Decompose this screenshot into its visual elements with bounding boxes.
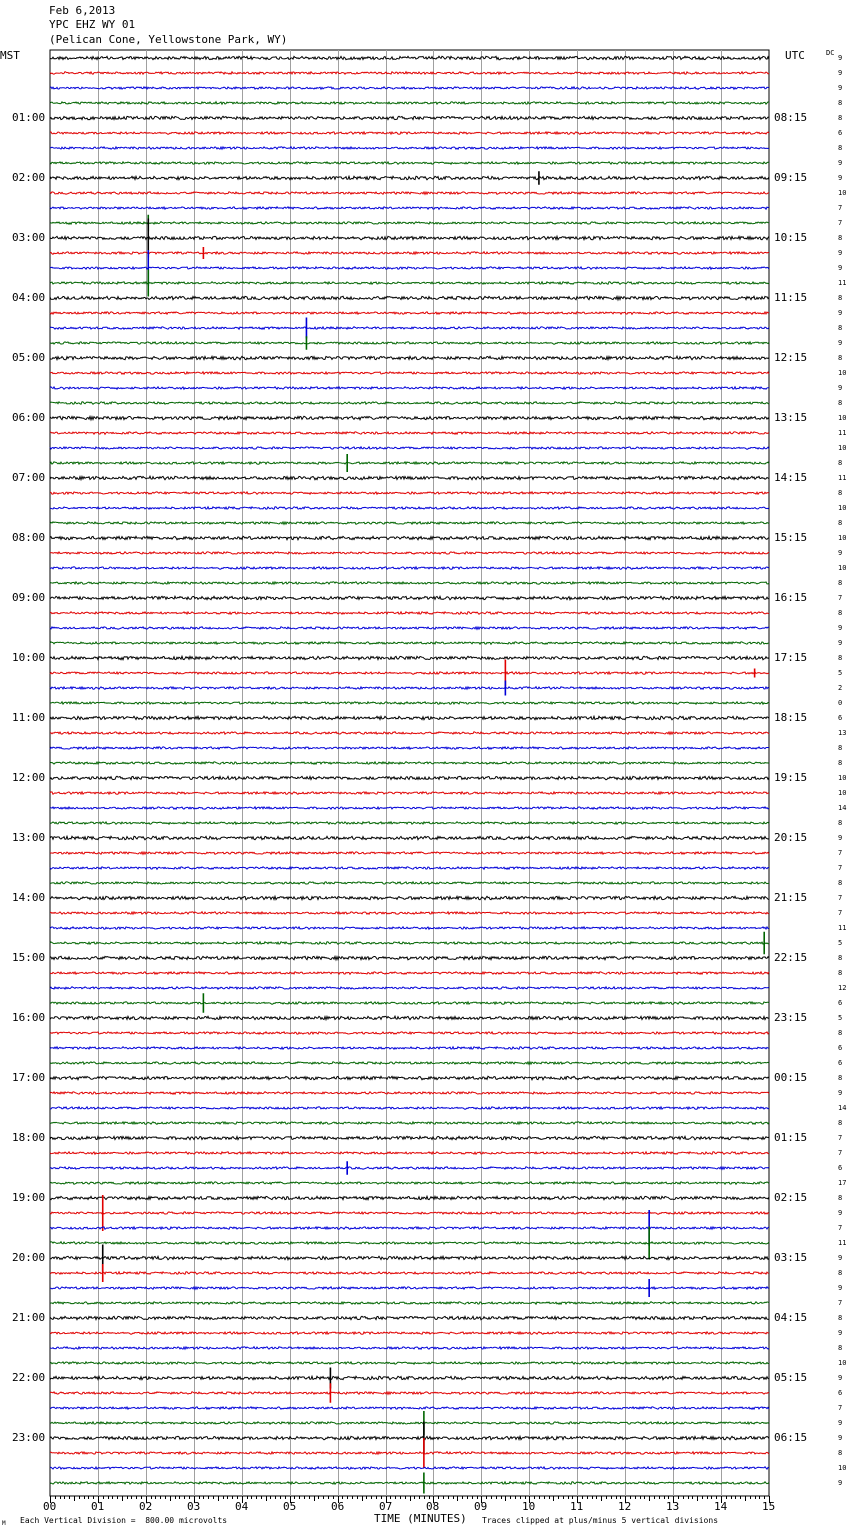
dc-offset-value: 8	[838, 579, 843, 587]
seismic-trace	[50, 356, 769, 360]
seismic-traces	[50, 56, 769, 1493]
dc-offset-value: 9	[838, 1434, 843, 1442]
x-tick-label: 10	[522, 1500, 536, 1513]
seismic-trace	[50, 956, 769, 960]
seismic-trace	[50, 147, 769, 150]
dc-offset-value: 7	[838, 204, 843, 212]
seismic-trace	[50, 642, 769, 645]
dc-offset-value: 6	[838, 1059, 843, 1067]
x-axis-title: TIME (MINUTES)	[374, 1512, 467, 1525]
seismic-trace	[50, 1076, 769, 1080]
dc-offset-value: 8	[838, 954, 843, 962]
dc-offset-value: 8	[838, 819, 843, 827]
right-hour-label: 01:15	[774, 1131, 808, 1144]
seismic-trace	[50, 1347, 769, 1350]
seismic-trace	[50, 567, 769, 570]
seismic-trace	[50, 1436, 769, 1440]
dc-offset-value: 10	[838, 534, 847, 542]
dc-offset-value: 5	[838, 939, 843, 947]
x-tick-label: 06	[331, 1500, 345, 1513]
right-hour-label: 05:15	[774, 1371, 808, 1384]
seismic-trace	[50, 627, 769, 630]
seismic-trace	[50, 1376, 769, 1380]
seismic-trace	[50, 596, 769, 600]
x-tick-label: 14	[714, 1500, 728, 1513]
dc-offset-value: 9	[838, 1089, 843, 1097]
dc-offset-value: 10	[838, 444, 847, 452]
seismic-trace	[50, 267, 769, 270]
dc-offset-value: 9	[838, 54, 843, 62]
left-timezone-label: MST	[0, 49, 20, 62]
seismic-trace	[50, 162, 769, 165]
left-hour-label: 03:00	[12, 231, 46, 244]
seismic-trace	[50, 972, 769, 975]
seismic-trace	[50, 1242, 769, 1245]
dc-offset-value: 8	[838, 1194, 843, 1202]
seismic-trace	[50, 702, 769, 705]
corner-mark: M	[2, 1520, 6, 1527]
dc-offset-value: 7	[838, 594, 843, 602]
seismic-trace	[50, 822, 769, 825]
left-hour-label: 10:00	[12, 651, 46, 664]
seismic-trace	[50, 1287, 769, 1290]
scale-note: Each Vertical Division = 800.00 microvolts	[20, 1516, 228, 1525]
seismic-trace	[50, 492, 769, 495]
left-hour-label: 19:00	[12, 1191, 46, 1204]
right-hour-label: 18:15	[774, 711, 808, 724]
right-hour-label: 06:15	[774, 1431, 808, 1444]
seismic-trace	[50, 716, 769, 720]
x-tick-label: 12	[618, 1500, 632, 1513]
dc-offset-value: 8	[838, 1119, 843, 1127]
seismic-trace	[50, 1407, 769, 1410]
seismic-trace	[50, 342, 769, 345]
dc-offset-value: 14	[838, 1104, 847, 1112]
seismic-trace	[50, 1002, 769, 1005]
seismic-trace	[50, 1422, 769, 1425]
left-hour-label: 04:00	[12, 291, 46, 304]
dc-offset-value: 10	[838, 504, 847, 512]
dc-offset-value: 8	[838, 324, 843, 332]
station-code: YPC EHZ WY 01	[49, 18, 136, 31]
seismic-trace	[50, 836, 769, 840]
seismic-trace	[50, 72, 769, 75]
seismic-trace	[50, 56, 769, 59]
seismic-trace	[50, 1196, 769, 1200]
seismic-trace	[50, 132, 769, 135]
seismic-trace	[50, 882, 769, 885]
dc-offset-value: 8	[838, 744, 843, 752]
dc-offset-value: 7	[838, 864, 843, 872]
dc-offset-value: 6	[838, 1164, 843, 1172]
dc-offset-value: 9	[838, 1209, 843, 1217]
dc-offset-value: 10	[838, 564, 847, 572]
left-hour-label: 22:00	[12, 1371, 46, 1384]
seismic-trace	[50, 1016, 769, 1020]
dc-offset-value: 8	[838, 879, 843, 887]
dc-offset-value: 17	[838, 1179, 847, 1187]
x-tick-label: 11	[570, 1500, 584, 1513]
seismic-trace	[50, 387, 769, 390]
seismic-trace	[50, 402, 769, 405]
seismic-trace	[50, 236, 769, 240]
x-tick-label: 15	[762, 1500, 776, 1513]
seismic-trace	[50, 1182, 769, 1185]
seismic-trace	[50, 762, 769, 765]
dc-offset-value: 11	[838, 474, 847, 482]
left-hour-label: 21:00	[12, 1311, 46, 1324]
left-hour-label: 15:00	[12, 951, 46, 964]
dc-offset-value: 8	[838, 1074, 843, 1082]
x-tick-label: 05	[283, 1500, 297, 1513]
seismic-trace	[50, 372, 769, 374]
seismic-trace	[50, 252, 769, 255]
dc-offset-value: 7	[838, 849, 843, 857]
dc-offset-value: 9	[838, 384, 843, 392]
right-hour-label: 17:15	[774, 651, 808, 664]
seismic-trace	[50, 1482, 769, 1485]
right-hour-label: 21:15	[774, 891, 808, 904]
right-hour-label: 15:15	[774, 531, 808, 544]
dc-offset-value: 7	[838, 219, 843, 227]
seismic-trace	[50, 987, 769, 990]
right-hour-label: 03:15	[774, 1251, 808, 1264]
seismic-trace	[50, 312, 769, 315]
dc-offset-value: 8	[838, 144, 843, 152]
dc-offset-value: 9	[838, 69, 843, 77]
left-hour-label: 23:00	[12, 1431, 46, 1444]
left-hour-label: 12:00	[12, 771, 46, 784]
dc-offset-value: 10	[838, 1464, 847, 1472]
seismic-trace	[50, 582, 769, 585]
dc-offset-value: 11	[838, 1239, 847, 1247]
left-hour-label: 02:00	[12, 171, 46, 184]
dc-offset-value: 6	[838, 1389, 843, 1397]
dc-offset-value: 2	[838, 684, 843, 692]
seismic-trace	[50, 432, 769, 435]
seismic-trace	[50, 867, 769, 870]
seismic-trace	[50, 1467, 769, 1470]
dc-offset-value: 9	[838, 309, 843, 317]
dc-offset-value: 8	[838, 99, 843, 107]
seismic-trace	[50, 1136, 769, 1140]
dc-offset-value: 9	[838, 264, 843, 272]
seismic-trace	[50, 927, 769, 930]
seismic-trace	[50, 672, 769, 675]
x-tick-label: 01	[91, 1500, 105, 1513]
seismic-trace	[50, 912, 769, 915]
seismic-trace	[50, 507, 769, 510]
dc-offset-value: 10	[838, 789, 847, 797]
seismic-trace	[50, 1212, 769, 1215]
dc-offset-value: 12	[838, 984, 847, 992]
seismic-trace	[50, 792, 769, 795]
dc-offset-value: 11	[838, 924, 847, 932]
seismic-trace	[50, 1047, 769, 1050]
left-hour-label: 20:00	[12, 1251, 46, 1264]
dc-offset-value: 7	[838, 894, 843, 902]
dc-offset-header: DC	[826, 49, 835, 57]
dc-offset-value: 10	[838, 1359, 847, 1367]
seismic-trace	[50, 1032, 769, 1035]
dc-offset-value: 9	[838, 1329, 843, 1337]
right-hour-label: 20:15	[774, 831, 808, 844]
dc-offset-value: 7	[838, 909, 843, 917]
seismic-trace	[50, 1122, 769, 1125]
seismic-trace	[50, 1092, 769, 1095]
x-tick-label: 08	[426, 1500, 440, 1513]
seismic-trace	[50, 1316, 769, 1319]
seismic-trace	[50, 1062, 769, 1065]
dc-offset-value: 8	[838, 489, 843, 497]
left-hour-label: 06:00	[12, 411, 46, 424]
dc-offset-value: 8	[838, 1344, 843, 1352]
right-hour-label: 14:15	[774, 471, 808, 484]
plot-date: Feb 6,2013	[49, 4, 116, 17]
left-hour-label: 07:00	[12, 471, 46, 484]
dc-offset-value: 9	[838, 549, 843, 557]
seismic-trace	[50, 1167, 769, 1170]
right-hour-label: 00:15	[774, 1071, 808, 1084]
dc-offset-value: 9	[838, 174, 843, 182]
right-hour-label: 12:15	[774, 351, 808, 364]
left-hour-label: 01:00	[12, 111, 46, 124]
right-hour-label: 04:15	[774, 1311, 808, 1324]
dc-offset-value: 9	[838, 1479, 843, 1487]
dc-offset-value: 6	[838, 1044, 843, 1052]
dc-offset-value: 9	[838, 624, 843, 632]
seismic-trace	[50, 747, 769, 750]
station-name: (Pelican Cone, Yellowstone Park, WY)	[49, 33, 288, 46]
seismic-trace	[50, 1452, 769, 1455]
right-hour-label: 19:15	[774, 771, 808, 784]
x-tick-label: 02	[139, 1500, 153, 1513]
dc-offset-value: 5	[838, 1014, 843, 1022]
seismic-trace	[50, 102, 769, 105]
seismic-trace	[50, 1362, 769, 1365]
dc-offset-value: 8	[838, 234, 843, 242]
dc-offset-value: 10	[838, 369, 847, 377]
dc-offset-value: 8	[838, 294, 843, 302]
seismic-trace	[50, 732, 769, 735]
right-timezone-label: UTC	[785, 49, 805, 62]
seismic-trace	[50, 416, 769, 420]
right-hour-label: 16:15	[774, 591, 808, 604]
dc-offset-value: 8	[838, 1449, 843, 1457]
seismic-trace	[50, 192, 769, 195]
seismic-trace	[50, 536, 769, 540]
right-hour-label: 11:15	[774, 291, 808, 304]
seismic-trace	[50, 327, 769, 330]
seismic-trace	[50, 462, 769, 465]
seismic-trace	[50, 296, 769, 300]
dc-offset-value: 8	[838, 1029, 843, 1037]
seismic-trace	[50, 852, 769, 855]
seismic-trace	[50, 776, 769, 780]
x-tick-label: 13	[666, 1500, 680, 1513]
dc-offset-value: 6	[838, 999, 843, 1007]
dc-offset-value: 9	[838, 639, 843, 647]
seismic-trace	[50, 222, 769, 225]
seismic-trace	[50, 1227, 769, 1230]
dc-offset-value: 7	[838, 1149, 843, 1157]
dc-offset-value: 11	[838, 279, 847, 287]
seismic-trace	[50, 807, 769, 809]
left-hour-label: 16:00	[12, 1011, 46, 1024]
x-tick-label: 07	[379, 1500, 393, 1513]
left-hour-label: 13:00	[12, 831, 46, 844]
dc-offset-value: 0	[838, 699, 843, 707]
x-tick-label: 09	[474, 1500, 488, 1513]
dc-offset-value: 8	[838, 1314, 843, 1322]
dc-offset-value: 9	[838, 1374, 843, 1382]
dc-offset-value: 7	[838, 1299, 843, 1307]
dc-offset-value: 6	[838, 129, 843, 137]
seismic-trace	[50, 687, 769, 690]
x-tick-label: 03	[187, 1500, 201, 1513]
left-hour-label: 18:00	[12, 1131, 46, 1144]
dc-offset-value: 7	[838, 1134, 843, 1142]
right-hour-label: 02:15	[774, 1191, 808, 1204]
x-axis	[51, 1496, 770, 1503]
dc-offset-value: 9	[838, 84, 843, 92]
clip-note: Traces clipped at plus/minus 5 vertical divisions	[482, 1516, 719, 1525]
dc-offset-value: 9	[838, 834, 843, 842]
left-hour-label: 08:00	[12, 531, 46, 544]
dc-offset-value: 8	[838, 399, 843, 407]
seismic-trace	[50, 1392, 769, 1395]
right-hour-label: 13:15	[774, 411, 808, 424]
seismic-trace	[50, 656, 769, 660]
dc-offset-value: 9	[838, 249, 843, 257]
left-hour-label: 05:00	[12, 351, 46, 364]
dc-offset-value: 8	[838, 654, 843, 662]
dc-offset-value: 8	[838, 459, 843, 467]
dc-offset-value: 8	[838, 969, 843, 977]
dc-offset-value: 8	[838, 759, 843, 767]
seismic-trace	[50, 1107, 769, 1110]
x-tick-label: 04	[235, 1500, 249, 1513]
seismic-trace	[50, 1272, 769, 1275]
seismic-trace	[50, 282, 769, 285]
dc-offset-value: 9	[838, 1254, 843, 1262]
left-hour-label: 14:00	[12, 891, 46, 904]
dc-offset-value: 10	[838, 189, 847, 197]
seismic-trace	[50, 1152, 769, 1155]
left-hour-label: 09:00	[12, 591, 46, 604]
seismic-trace	[50, 1332, 769, 1335]
dc-offset-value: 5	[838, 669, 843, 677]
dc-offset-value: 8	[838, 1269, 843, 1277]
dc-offset-value: 9	[838, 339, 843, 347]
left-hour-label: 17:00	[12, 1071, 46, 1084]
dc-offset-value: 9	[838, 1419, 843, 1427]
dc-offset-value: 9	[838, 159, 843, 167]
dc-offset-value: 13	[838, 729, 847, 737]
dc-offset-value: 8	[838, 519, 843, 527]
left-hour-label: 11:00	[12, 711, 46, 724]
seismic-trace	[50, 522, 769, 525]
seismic-trace	[50, 116, 769, 119]
seismic-trace	[50, 942, 769, 945]
dc-offset-value: 8	[838, 609, 843, 617]
dc-offset-value: 6	[838, 714, 843, 722]
dc-offset-value: 7	[838, 1224, 843, 1232]
seismic-trace	[50, 176, 769, 180]
dc-offset-value: 14	[838, 804, 847, 812]
seismic-trace	[50, 612, 769, 615]
seismic-trace	[50, 552, 769, 554]
seismic-trace	[50, 896, 769, 900]
seismic-trace	[50, 207, 769, 210]
dc-offset-value: 10	[838, 414, 847, 422]
seismic-trace	[50, 476, 769, 480]
right-hour-label: 22:15	[774, 951, 808, 964]
dc-offset-value: 9	[838, 1284, 843, 1292]
dc-offset-value: 8	[838, 114, 843, 122]
seismic-trace	[50, 87, 769, 90]
dc-offset-value: 11	[838, 429, 847, 437]
seismic-trace	[50, 447, 769, 450]
dc-offset-value: 8	[838, 354, 843, 362]
right-hour-label: 23:15	[774, 1011, 808, 1024]
seismic-trace	[50, 1256, 769, 1260]
right-hour-label: 08:15	[774, 111, 808, 124]
right-hour-label: 09:15	[774, 171, 808, 184]
x-tick-label: 00	[43, 1500, 57, 1513]
seismic-trace	[50, 1302, 769, 1305]
right-hour-label: 10:15	[774, 231, 808, 244]
dc-offset-value: 10	[838, 774, 847, 782]
dc-offset-value: 7	[838, 1404, 843, 1412]
